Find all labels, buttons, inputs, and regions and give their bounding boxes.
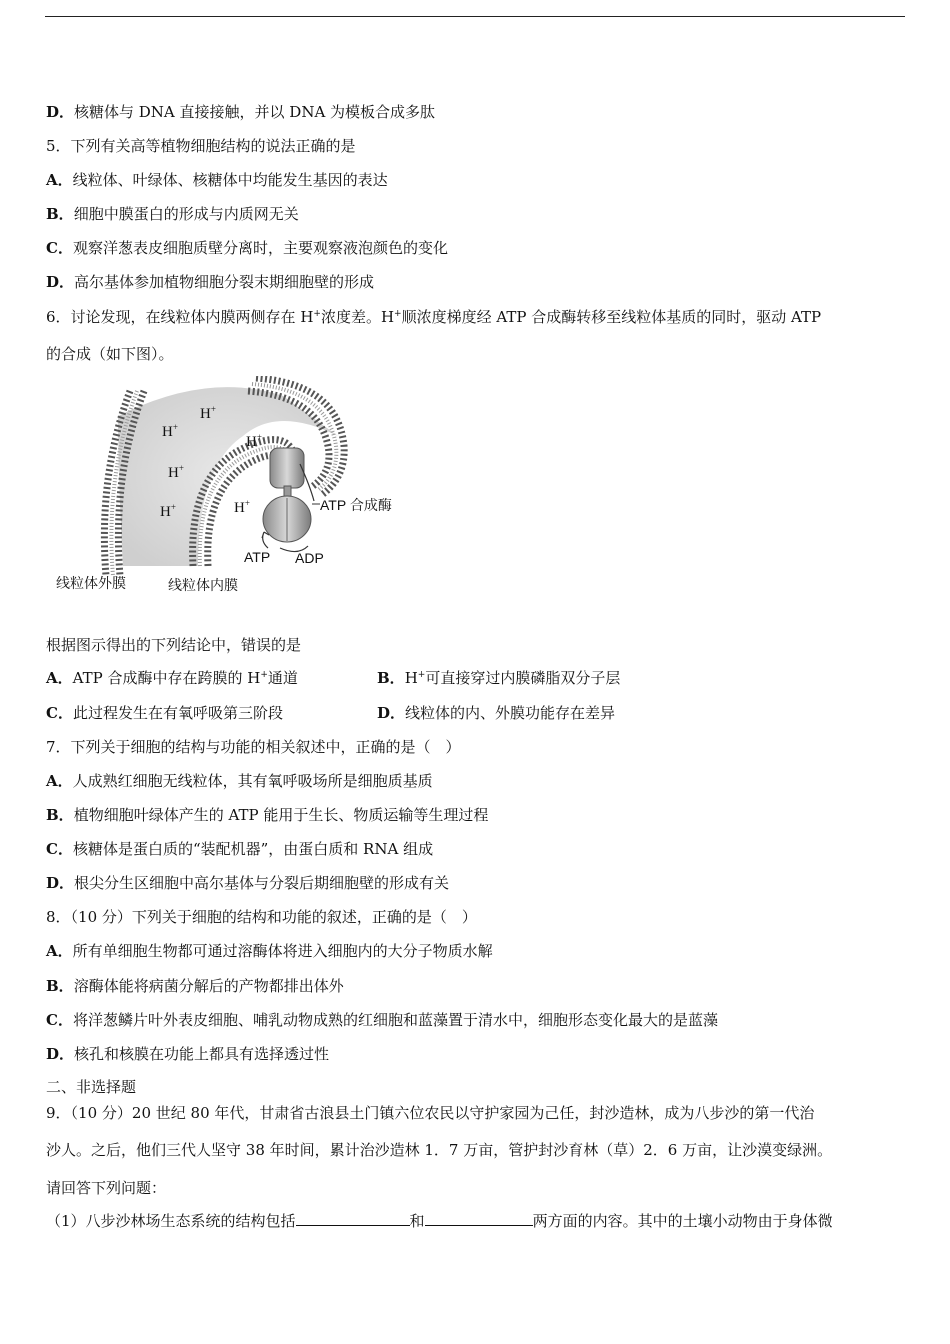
q7-option-b: B．植物细胞叶绿体产生的 ATP 能用于生长、物质运输等生理过程 (46, 806, 489, 824)
atp-arrow (262, 532, 269, 548)
q6-option-b: B．H+可直接穿过内膜磷脂双分子层 (377, 669, 621, 687)
q5-option-c: C．观察洋葱表皮细胞质壁分离时，主要观察液泡颜色的变化 (46, 239, 448, 257)
question-8-stem: 8．（10 分）下列关于细胞的结构和功能的叙述，正确的是（ ） (46, 908, 477, 926)
q8-option-b: B．溶酶体能将病菌分解后的产物都排出体外 (46, 977, 344, 995)
h-plus-label: H+ (162, 422, 178, 440)
q6-option-a: A．ATP 合成酶中存在跨膜的 H+通道 (46, 669, 298, 687)
adp-label: ADP (295, 550, 324, 566)
atp-label: ATP (244, 549, 271, 565)
question-5-stem: 5．下列有关高等植物细胞结构的说法正确的是 (46, 137, 356, 155)
question-9-line2: 沙人。之后，他们三代人坚守 38 年时间，累计治沙造林 1．7 万亩，管护封沙育林（草）2．6 万亩，让沙漠变绿洲。 (46, 1141, 833, 1159)
q5-option-b: B．细胞中膜蛋白的形成与内质网无关 (46, 205, 299, 223)
q7-option-d: D．根尖分生区细胞中高尔基体与分裂后期细胞壁的形成有关 (46, 874, 450, 892)
h-plus-label: H+ (246, 432, 262, 450)
outer-membrane-label: 线粒体外膜 (56, 575, 126, 591)
q6-option-c: C．此过程发生在有氧呼吸第三阶段 (46, 704, 283, 722)
question-6-stem-line1: 6．讨论发现，在线粒体内膜两侧存在 H+浓度差。H+顺浓度梯度经 ATP 合成酶转移至线粒体基质的同时，驱动 ATP (46, 308, 822, 326)
q4-option-d: D．核糖体与 DNA 直接接触，并以 DNA 为模板合成多肽 (46, 103, 436, 121)
h-plus-label: H+ (168, 463, 184, 481)
question-9-prompt: 请回答下列问题： (46, 1179, 167, 1197)
q8-option-d: D．核孔和核膜在功能上都具有选择透过性 (46, 1045, 330, 1063)
q7-option-a: A．人成熟红细胞无线粒体，其有氧呼吸场所是细胞质基质 (46, 772, 433, 790)
q5-option-a: A．线粒体、叶绿体、核糖体中均能发生基因的表达 (46, 171, 388, 189)
inner-membrane-label: 线粒体内膜 (168, 577, 238, 593)
header-rule (45, 16, 905, 17)
h-plus-label: H+ (200, 404, 216, 422)
q8-option-c: C．将洋葱鳞片叶外表皮细胞、哺乳动物成熟的红细胞和蓝藻置于清水中，细胞形态变化最大的是蓝藻 (46, 1011, 718, 1029)
question-6-stem-line2: 的合成（如下图）。 (46, 345, 174, 363)
q5-option-d: D．高尔基体参加植物细胞分裂末期细胞壁的形成 (46, 273, 375, 291)
q6-option-d: D．线粒体的内、外膜功能存在差异 (377, 704, 616, 722)
h-plus-label: H+ (160, 502, 176, 520)
section-heading: 二、非选择题 (46, 1078, 137, 1096)
q7-option-c: C．核糖体是蛋白质的“装配机器”，由蛋白质和 RNA 组成 (46, 840, 434, 858)
answer-blank-2[interactable] (425, 1211, 533, 1226)
question-6-prompt: 根据图示得出的下列结论中，错误的是 (46, 636, 302, 654)
h-plus-label: H+ (234, 498, 250, 516)
atp-synthase-label: ATP 合成酶 (320, 497, 392, 513)
answer-blank-1[interactable] (296, 1211, 410, 1226)
question-7-stem: 7．下列关于细胞的结构与功能的相关叙述中，正确的是（ ） (46, 738, 461, 756)
question-9-part-1: （1）八步沙林场生态系统的结构包括 和 两方面的内容。其中的土壤小动物由于身体微 (46, 1212, 833, 1230)
atp-synthase-enzyme (263, 448, 311, 542)
atp-synthase-figure (48, 376, 418, 601)
question-9-line1: 9．（10 分）20 世纪 80 年代，甘肃省古浪县土门镇六位农民以守护家园为己任，封沙造林，成为八步沙的第一代治 (46, 1104, 815, 1122)
q8-option-a: A．所有单细胞生物都可通过溶酶体将进入细胞内的大分子物质水解 (46, 942, 493, 960)
